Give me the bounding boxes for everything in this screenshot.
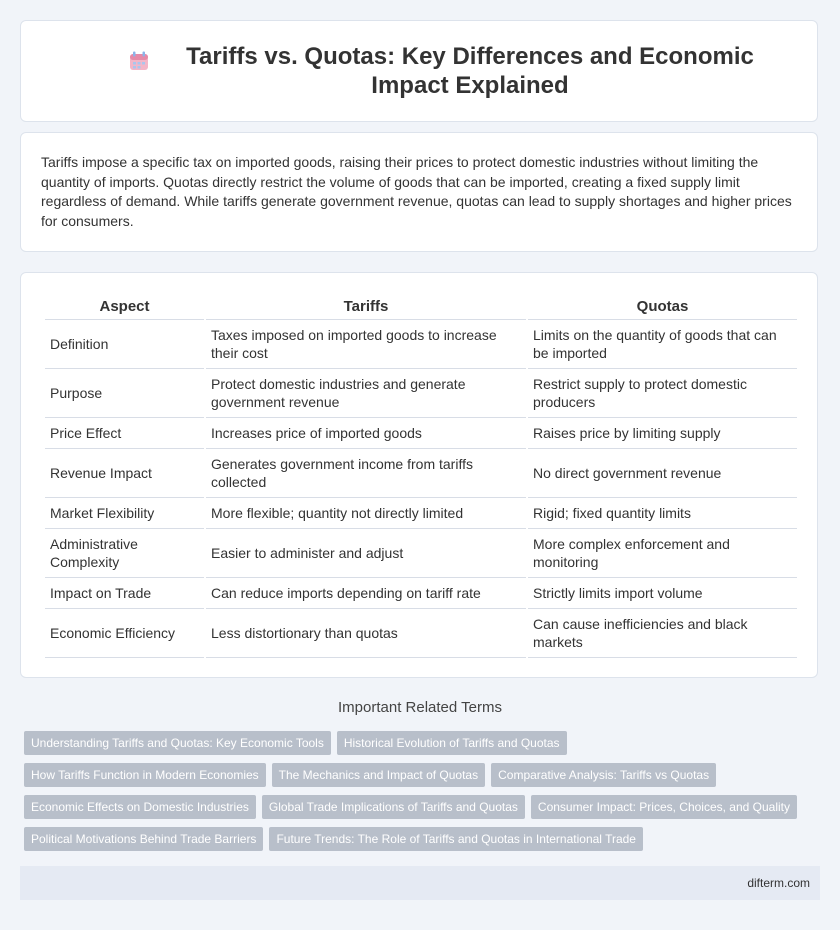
aspect-cell: Revenue Impact	[45, 449, 204, 498]
table-row	[45, 498, 797, 529]
tariffs-cell: Protect domestic industries and generate government revenue	[206, 369, 526, 418]
quotas-cell: More complex enforcement and monitoring	[528, 529, 797, 578]
table-row	[45, 609, 797, 658]
header-card	[20, 20, 818, 122]
tariffs-cell: Easier to administer and adjust	[206, 529, 526, 578]
table-row	[45, 418, 797, 449]
related-term-tag[interactable]: Comparative Analysis: Tariffs vs Quotas	[491, 763, 716, 787]
tariffs-cell: Generates government income from tariffs collected	[206, 449, 526, 498]
column-header-quotas: Quotas	[528, 293, 797, 320]
comparison-card	[20, 272, 818, 678]
related-terms-list	[24, 731, 824, 859]
site-name[interactable]: difterm.com	[747, 876, 810, 890]
aspect-cell: Market Flexibility	[45, 498, 204, 529]
table-row	[45, 369, 797, 418]
table-row	[45, 529, 797, 578]
quotas-cell: Restrict supply to protect domestic producers	[528, 369, 797, 418]
tariffs-cell: Increases price of imported goods	[206, 418, 526, 449]
column-header-tariffs: Tariffs	[206, 293, 526, 320]
comparison-table	[43, 293, 799, 658]
calendar-icon	[128, 50, 150, 72]
related-term-tag[interactable]: Historical Evolution of Tariffs and Quotas	[337, 731, 567, 755]
aspect-cell: Purpose	[45, 369, 204, 418]
related-term-tag[interactable]: Political Motivations Behind Trade Barriers	[24, 827, 263, 851]
intro-text: Tariffs impose a specific tax on imported goods, raising their prices to protect domestic industries without limiting the quantity of imports. Quotas directly restrict the volume of goods that can be imported, creating a fixed supply limit regardless of demand. While tariffs generate government revenue, quotas can lead to supply shortages and higher prices for consumers.	[41, 154, 792, 229]
aspect-cell: Administrative Complexity	[45, 529, 204, 578]
aspect-cell: Definition	[45, 320, 204, 369]
related-term-tag[interactable]: How Tariffs Function in Modern Economies	[24, 763, 266, 787]
aspect-cell: Impact on Trade	[45, 578, 204, 609]
aspect-cell: Price Effect	[45, 418, 204, 449]
tariffs-cell: Taxes imposed on imported goods to increase their cost	[206, 320, 526, 369]
quotas-cell: Strictly limits import volume	[528, 578, 797, 609]
tariffs-cell: Can reduce imports depending on tariff rate	[206, 578, 526, 609]
quotas-cell: Rigid; fixed quantity limits	[528, 498, 797, 529]
tariffs-cell: More flexible; quantity not directly limited	[206, 498, 526, 529]
related-term-tag[interactable]: Future Trends: The Role of Tariffs and Quotas in International Trade	[269, 827, 643, 851]
quotas-cell: Limits on the quantity of goods that can be imported	[528, 320, 797, 369]
tariffs-cell: Less distortionary than quotas	[206, 609, 526, 658]
related-term-tag[interactable]: Economic Effects on Domestic Industries	[24, 795, 256, 819]
table-header-row	[45, 293, 797, 320]
footer	[20, 866, 820, 900]
related-term-tag[interactable]: The Mechanics and Impact of Quotas	[272, 763, 485, 787]
aspect-cell: Economic Efficiency	[45, 609, 204, 658]
table-row	[45, 578, 797, 609]
quotas-cell: No direct government revenue	[528, 449, 797, 498]
related-term-tag[interactable]: Consumer Impact: Prices, Choices, and Quality	[531, 795, 797, 819]
table-row	[45, 449, 797, 498]
related-term-tag[interactable]: Understanding Tariffs and Quotas: Key Economic Tools	[24, 731, 331, 755]
column-header-aspect: Aspect	[45, 293, 204, 320]
page-title: Tariffs vs. Quotas: Key Differences and Economic Impact Explained	[186, 43, 754, 99]
related-terms-heading: Important Related Terms	[338, 699, 502, 716]
quotas-cell: Can cause inefficiencies and black markets	[528, 609, 797, 658]
intro-card	[20, 132, 818, 252]
table-row	[45, 320, 797, 369]
quotas-cell: Raises price by limiting supply	[528, 418, 797, 449]
related-term-tag[interactable]: Global Trade Implications of Tariffs and Quotas	[262, 795, 525, 819]
